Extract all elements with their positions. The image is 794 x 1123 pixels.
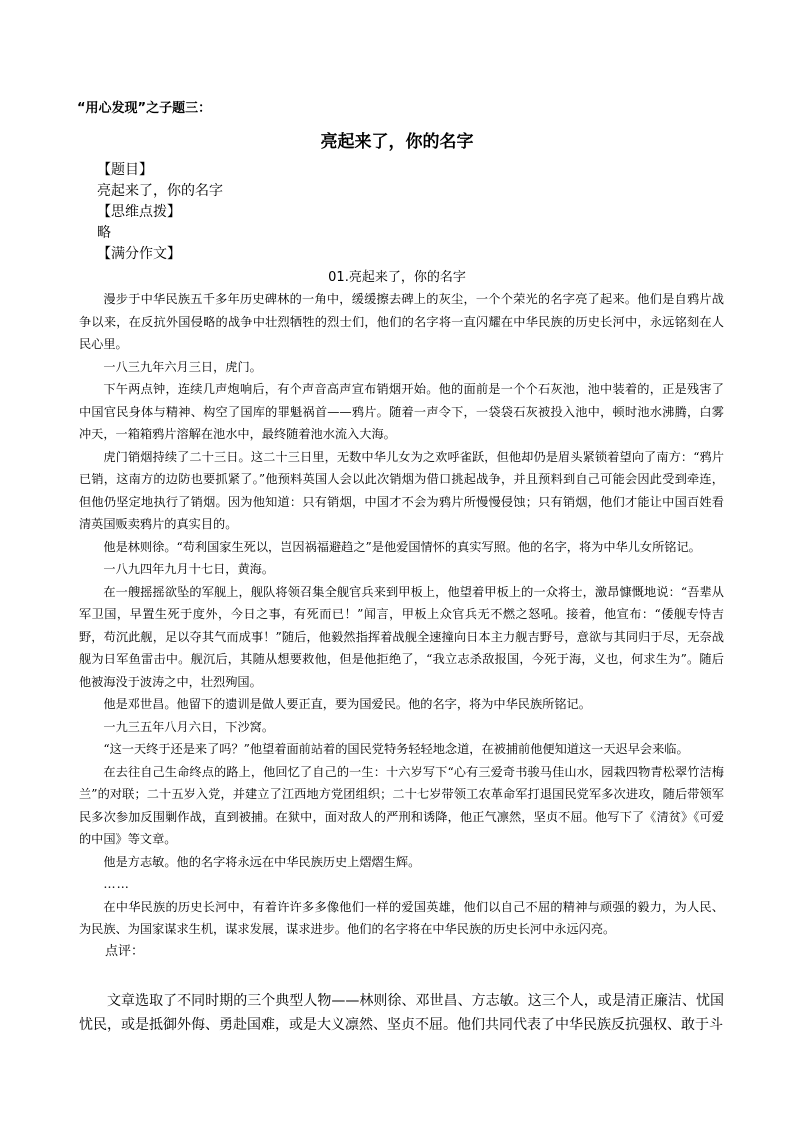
essay-paragraph: 在中华民族的历史长河中，有着许许多多像他们一样的爱国英雄，他们以自己不屈的精神与顽强的毅力，为人民、为民族、为国家谋求生机，谋求发展，谋求进步。他们的名字将在中华民族的历史长河中永远闪亮。	[79, 899, 724, 936]
essay-paragraph: 一八三九年六月三日，虎门。	[103, 359, 262, 374]
essay-body	[79, 288, 724, 963]
comment-label: 点评：	[105, 943, 145, 959]
essay-paragraph: 一九三五年八月六日，下沙窝。	[103, 719, 275, 734]
page-title: 亮起来了，你的名字	[320, 132, 474, 152]
essay-paragraph: 虎门销烟持续了二十三日。这二十三日里，无数中华儿女为之欢呼雀跃，但他却仍是眉头紧锁着望向了南方：“鸦片已销，这南方的边防也要抓紧了。”他预料英国人会以此次销烟为借口挑起战争，并且预料到自己可能会因此受到牵连，但他仍坚定地执行了销烟。因为他知道：只有销烟，中国才不会为鸦片所慢慢侵蚀；只有销烟，他们才能让中国百姓看清英国贩卖鸦片的真实目的。	[79, 449, 724, 531]
essay-paragraph: 漫步于中华民族五千多年历史碑林的一角中，缓缓擦去碑上的灰尘，一个个荣光的名字亮了起来。他们是自鸦片战争以来，在反抗外国侵略的战争中壮烈牺牲的烈士们，他们的名字将一直闪耀在中华民族的历史长河中，永远铭刻在人民心里。	[79, 292, 724, 351]
topic-label: 【题目】	[97, 162, 153, 178]
comment-block	[79, 990, 724, 1037]
topic-text: 亮起来了，你的名字	[97, 183, 223, 199]
comment-text: 文章选取了不同时期的三个典型人物——林则徐、邓世昌、方志敏。这三个人，或是清正廉洁、忧国忧民，或是抵御外侮、勇赴国难，或是大义凛然、坚贞不屈。他们共同代表了中华民族反抗强权、敢于斗	[79, 993, 724, 1033]
essay-ellipsis: ……	[103, 877, 130, 891]
essay-paragraph: 在一艘摇摇欲坠的军舰上，舰队将领召集全舰官兵来到甲板上，他望着甲板上的一众将士，激昂慷慨地说：“吾辈从军卫国，早置生死于度外，今日之事，有死而已！”闻言，甲板上众官兵无不燃之怒吼。接着，他宣布：“倭舰专恃吉野，苟沉此舰，足以夺其气而成事！”随后，他毅然指挥着战舰全速撞向日本主力舰吉野号，意欲与其同归于尽，无奈战舰为日军鱼雷击中。舰沉后，其随从想要救他，但是他拒绝了，“我立志杀敌报国，今死于海，义也，何求生为”。随后他被海没于波涛之中，壮烈殉国。	[79, 584, 724, 689]
essay-paragraph: 他是方志敏。他的名字将永远在中华民族历史上熠熠生辉。	[103, 854, 421, 869]
hint-text: 略	[97, 225, 111, 241]
essay-paragraph: 他是邓世昌。他留下的遗训是做人要正直，要为国爱民。他的名字，将为中华民族所铭记。	[103, 697, 591, 711]
essay-paragraph: 一八九四年九月十七日，黄海。	[103, 562, 275, 576]
essay-paragraph: 下午两点钟，连续几声炮响后，有个声音高声宣布销烟开始。他的面前是一个个石灰池，池中装着的，正是残害了中国官民身体与精神、构空了国库的罪魁祸首——鸦片。随着一声令下，一袋袋石灰被投入池中，顿时池水沸腾，白雾冲天，一箱箱鸦片溶解在池水中，最终随着池水流入大海。	[79, 382, 724, 441]
essay-title: 01.亮起来了，你的名字	[328, 270, 466, 285]
essay-paragraph: 在去往自己生命终点的路上，他回忆了自己的一生：十六岁写下“心有三爱奇书骏马佳山水，园栽四物青松翠竹洁梅兰”的对联；二十五岁入党，并建立了江西地方党团组织；二十七岁带领工农革命军打退国民党军多次进攻，随后带领军民多次参加反围剿作战，直到被捕。在狱中，面对敌人的严刑和诱降，他正气凛然，坚贞不屈。他写下了《清贫》《可爱的中国》等文章。	[79, 764, 724, 846]
hint-label: 【思维点拨】	[97, 204, 181, 220]
essay-paragraph: 他是林则徐。“苟利国家生死以，岂因祸福避趋之”是他爱国情怀的真实写照。他的名字，将为中华儿女所铭记。	[103, 539, 701, 554]
essay-label: 【满分作文】	[97, 246, 181, 262]
essay-paragraph: “这一天终于还是来了吗？”他望着面前站着的国民党特务轻轻地念道，在被捕前他便知道这一天迟早会来临。	[103, 742, 689, 756]
series-title: “用心发现”之子题三：	[77, 101, 212, 116]
